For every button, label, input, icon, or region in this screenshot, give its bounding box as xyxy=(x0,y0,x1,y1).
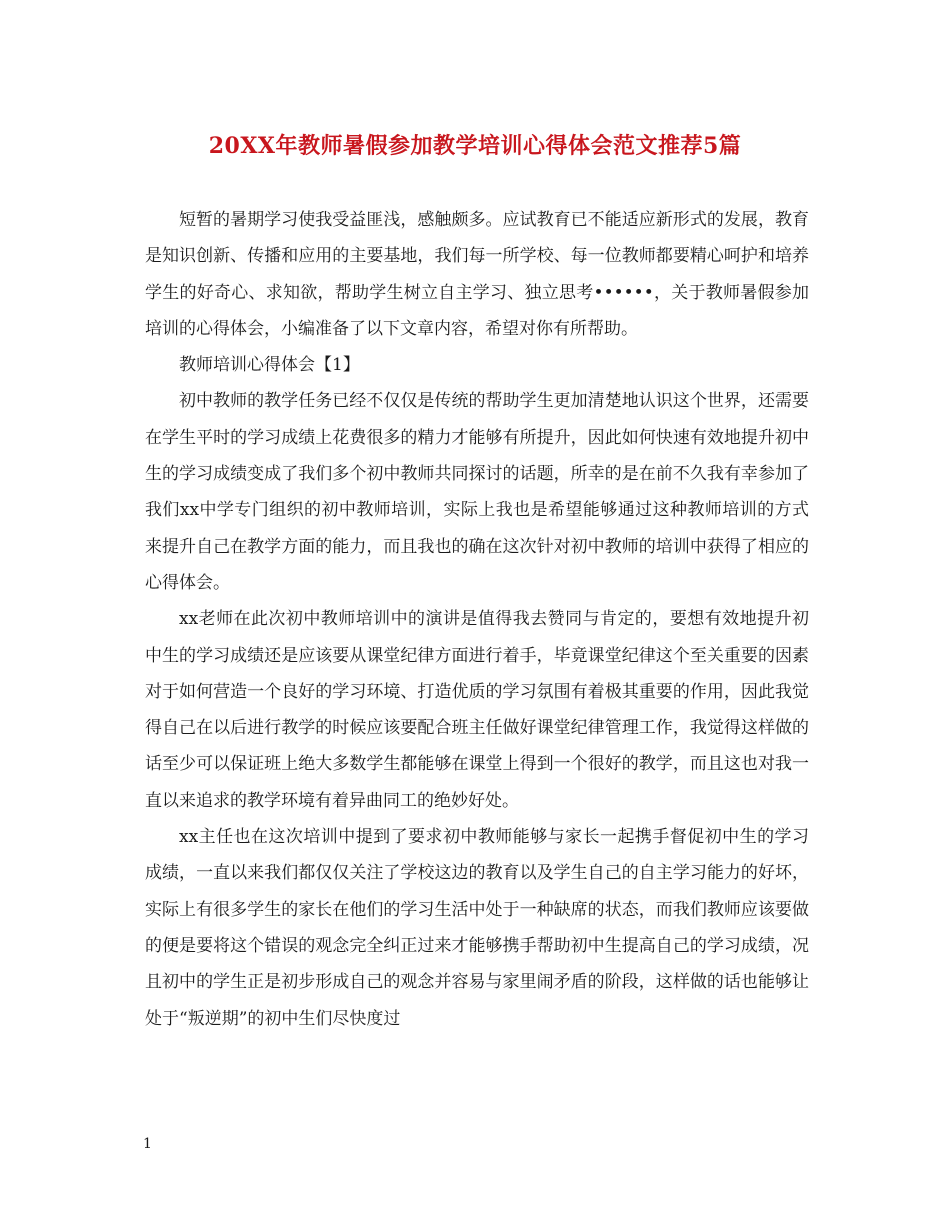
document-body xyxy=(145,202,809,1037)
page-number: 1 xyxy=(143,1136,152,1152)
intro-paragraph: 短暂的暑期学习使我受益匪浅，感触颇多。应试教育已不能适应新形式的发展，教育是知识创新、传播和应用的主要基地，我们每一所学校、每一位教师都要精心呵护和培养学生的好奇心、求知欲，帮助学生树立自主学习、独立思考••••••，关于教师暑假参加培训的心得体会，小编准备了以下文章内容，希望对你有所帮助。 xyxy=(145,210,809,339)
body-paragraph-3: xx主任也在这次培训中提到了要求初中教师能够与家长一起携手督促初中生的学习成绩，一直以来我们都仅仅关注了学校这边的教育以及学生自己的自主学习能力的好坏，实际上有很多学生的家长在他们的学习生活中处于一种缺席的状态，而我们教师应该要做的便是要将这个错误的观念完全纠正过来才能够携手帮助初中生提高自己的学习成绩，况且初中的学生正是初步形成自己的观念并容易与家里闹矛盾的阶段，这样做的话也能够让处于“叛逆期”的初中生们尽快度过 xyxy=(145,827,809,1029)
document-title: 20XX年教师暑假参加教学培训心得体会范文推荐5篇 xyxy=(208,133,742,159)
body-paragraph-2: xx老师在此次初中教师培训中的演讲是值得我去赞同与肯定的，要想有效地提升初中生的学习成绩还是应该要从课堂纪律方面进行着手，毕竟课堂纪律这个至关重要的因素对于如何营造一个良好的学习环境、打造优质的学习氛围有着极其重要的作用，因此我觉得自己在以后进行教学的时候应该要配合班主任做好课堂纪律管理工作，我觉得这样做的话至少可以保证班上绝大多数学生都能够在课堂上得到一个很好的教学，而且这也对我一直以来追求的教学环境有着异曲同工的绝妙好处。 xyxy=(145,609,809,811)
section-heading: 教师培训心得体会【1】 xyxy=(179,355,360,376)
body-paragraph-1: 初中教师的教学任务已经不仅仅是传统的帮助学生更加清楚地认识这个世界，还需要在学生平时的学习成绩上花费很多的精力才能够有所提升，因此如何快速有效地提升初中生的学习成绩变成了我们多个初中教师共同探讨的话题，所幸的是在前不久我有幸参加了我们xx中学专门组织的初中教师培训，实际上我也是希望能够通过这种教师培训的方式来提升自己在教学方面的能力，而且我也的确在这次针对初中教师的培训中获得了相应的心得体会。 xyxy=(145,391,809,593)
